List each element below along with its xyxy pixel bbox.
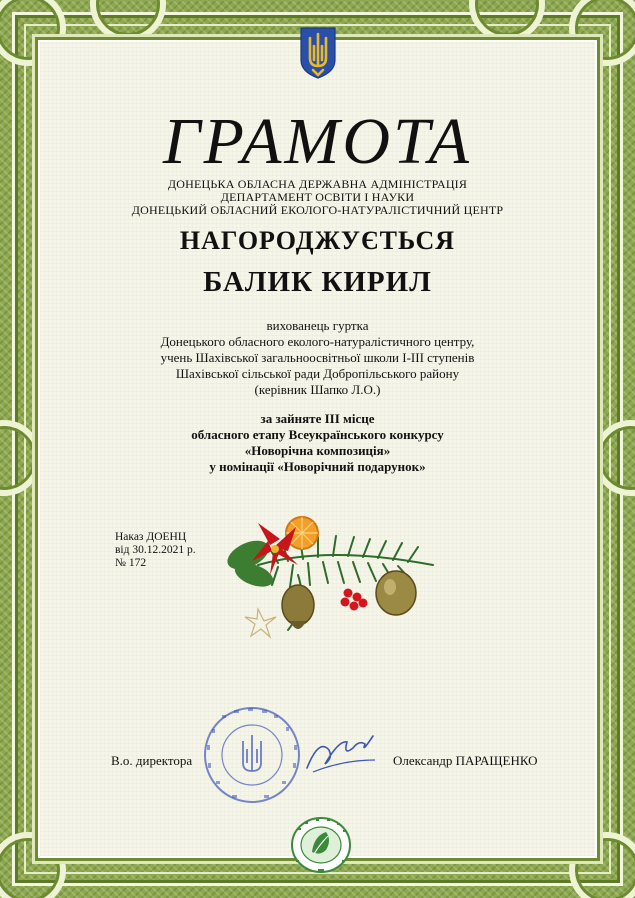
description-line: учень Шахівської загальноосвітньої школи І-ІІІ ступенів bbox=[160, 350, 475, 365]
achievement-line: у номінації «Новорічний подарунок» bbox=[209, 459, 426, 474]
signatory-name: Олександр ПАРАЩЕНКО bbox=[393, 753, 538, 768]
description-line: Донецького обласного еколого-натуралістичного центру, bbox=[160, 334, 475, 349]
signatory-position: В.о. директора bbox=[111, 753, 193, 768]
order-reference bbox=[115, 531, 196, 570]
trident-coat-of-arms-icon bbox=[299, 26, 337, 80]
description-line: Шахівської сільської ради Добропільського району bbox=[175, 366, 460, 381]
order-date: від 30.12.2021 р. bbox=[115, 544, 196, 556]
recipient-name: БАЛИК КИРИЛ bbox=[203, 266, 432, 298]
certificate-title: ГРАМОТА bbox=[163, 105, 472, 178]
achievement-line: обласного етапу Всеукраїнського конкурсу bbox=[191, 427, 444, 442]
eco-center-logo-icon bbox=[290, 816, 352, 874]
description-line: вихованець гуртка bbox=[266, 318, 369, 333]
christmas-wreath-icon bbox=[218, 505, 444, 643]
official-stamp-icon bbox=[202, 705, 302, 805]
org-line: ДОНЕЦЬКИЙ ОБЛАСНИЙ ЕКОЛОГО-НАТУРАЛІСТИЧНИЙ ЦЕНТР bbox=[131, 203, 504, 217]
org-line: ДОНЕЦЬКА ОБЛАСНА ДЕРЖАВНА АДМІНІСТРАЦІЯ bbox=[167, 177, 468, 191]
org-line: ДЕПАРТАМЕНТ ОСВІТИ І НАУКИ bbox=[220, 190, 415, 204]
achievement-line: «Новорічна композиція» bbox=[244, 443, 391, 458]
handwritten-signature-icon bbox=[303, 730, 377, 776]
order-number: № 172 bbox=[115, 557, 147, 569]
description-line: (керівник Шапко Л.О.) bbox=[254, 382, 381, 397]
awarded-heading: НАГОРОДЖУЄТЬСЯ bbox=[179, 226, 456, 255]
order-line: Наказ ДОЕНЦ bbox=[115, 531, 187, 543]
achievement-line: за зайняте ІІІ місце bbox=[260, 411, 375, 426]
